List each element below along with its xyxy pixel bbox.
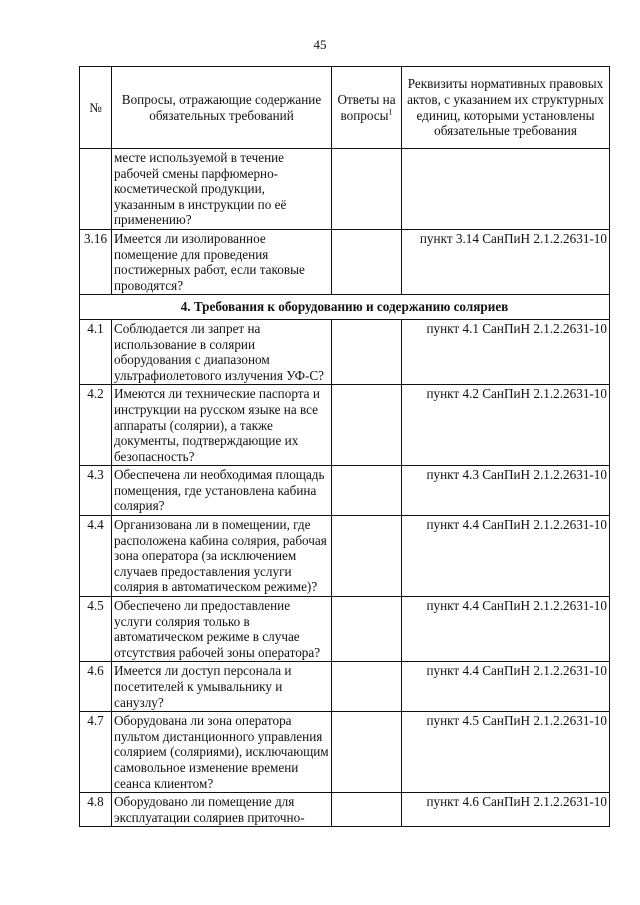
row-question: Оборудовано ли помещение для эксплуатации соляриев приточно- — [112, 793, 332, 827]
row-reference: пункт 3.14 СанПиН 2.1.2.2631-10 — [402, 229, 610, 294]
row-answer — [332, 319, 402, 384]
header-requisites: Реквизиты нормативных правовых актов, с указанием их структурных единиц, которыми установлены обязательные требования — [402, 67, 610, 149]
row-reference: пункт 4.1 СанПиН 2.1.2.2631-10 — [402, 319, 610, 384]
table-row — [80, 662, 610, 712]
row-number: 4.5 — [80, 597, 112, 662]
table-row — [80, 385, 610, 466]
row-question: месте используемой в течение рабочей смены парфюмерно-косметической продукции, указанным в инструкции по её применению? — [112, 149, 332, 230]
row-answer — [332, 597, 402, 662]
table-row — [80, 793, 610, 827]
table-row — [80, 516, 610, 597]
table-row — [80, 319, 610, 384]
footnote-marker: 1 — [388, 107, 393, 117]
row-answer — [332, 466, 402, 516]
section-row — [80, 295, 610, 320]
row-question: Соблюдается ли запрет на использование в солярии оборудования с диапазоном ультрафиолетового излучения УФ-С? — [112, 319, 332, 384]
row-number — [80, 149, 112, 230]
table-row — [80, 149, 610, 230]
row-question: Обеспечена ли необходимая площадь помещения, где установлена кабина солярия? — [112, 466, 332, 516]
row-number: 4.8 — [80, 793, 112, 827]
row-answer — [332, 793, 402, 827]
row-question: Организована ли в помещении, где расположена кабина солярия, рабочая зона оператора (за исключением случаев предоставления услуги солярия в автоматическом режиме)? — [112, 516, 332, 597]
row-question: Имеется ли изолированное помещение для проведения постижерных работ, если таковые проводятся? — [112, 229, 332, 294]
row-number: 4.4 — [80, 516, 112, 597]
table-row — [80, 466, 610, 516]
row-question: Обеспечено ли предоставление услуги солярия только в автоматическом режиме в случае отсутствия рабочей зоны оператора? — [112, 597, 332, 662]
header-questions: Вопросы, отражающие содержание обязательных требований — [112, 67, 332, 149]
row-reference — [402, 149, 610, 230]
row-reference: пункт 4.4 СанПиН 2.1.2.2631-10 — [402, 516, 610, 597]
page-number: 45 — [313, 37, 327, 52]
row-reference: пункт 4.4 СанПиН 2.1.2.2631-10 — [402, 662, 610, 712]
row-answer — [332, 662, 402, 712]
row-number: 4.3 — [80, 466, 112, 516]
row-question: Имеются ли технические паспорта и инструкции на русском языке на все аппараты (солярии), а также документы, подтверждающие их безопасность? — [112, 385, 332, 466]
header-number: № — [80, 67, 112, 149]
row-number: 4.7 — [80, 712, 112, 793]
table-row — [80, 597, 610, 662]
row-number: 4.1 — [80, 319, 112, 384]
row-number: 3.16 — [80, 229, 112, 294]
row-answer — [332, 149, 402, 230]
rows-before-section — [80, 149, 610, 295]
header-answers-text: Ответы на вопросы — [337, 91, 396, 123]
rows-after-section — [80, 319, 610, 826]
row-reference: пункт 4.6 СанПиН 2.1.2.2631-10 — [402, 793, 610, 827]
row-reference: пункт 4.5 СанПиН 2.1.2.2631-10 — [402, 712, 610, 793]
row-reference: пункт 4.4 СанПиН 2.1.2.2631-10 — [402, 597, 610, 662]
row-question: Оборудована ли зона оператора пультом дистанционного управления солярием (соляриями), исключающим самовольное изменение времени сеанса клиентом? — [112, 712, 332, 793]
table-row — [80, 712, 610, 793]
row-answer — [332, 516, 402, 597]
row-reference: пункт 4.2 СанПиН 2.1.2.2631-10 — [402, 385, 610, 466]
row-number: 4.2 — [80, 385, 112, 466]
table-header-row — [80, 67, 610, 149]
header-answers — [332, 67, 402, 149]
requirements-table — [79, 66, 610, 827]
table-row — [80, 229, 610, 294]
section-block — [80, 295, 610, 320]
row-answer — [332, 712, 402, 793]
section-title: 4. Требования к оборудованию и содержанию соляриев — [80, 295, 610, 320]
row-answer — [332, 229, 402, 294]
row-answer — [332, 385, 402, 466]
row-reference: пункт 4.3 СанПиН 2.1.2.2631-10 — [402, 466, 610, 516]
row-question: Имеется ли доступ персонала и посетителей к умывальнику и санузлу? — [112, 662, 332, 712]
row-number: 4.6 — [80, 662, 112, 712]
